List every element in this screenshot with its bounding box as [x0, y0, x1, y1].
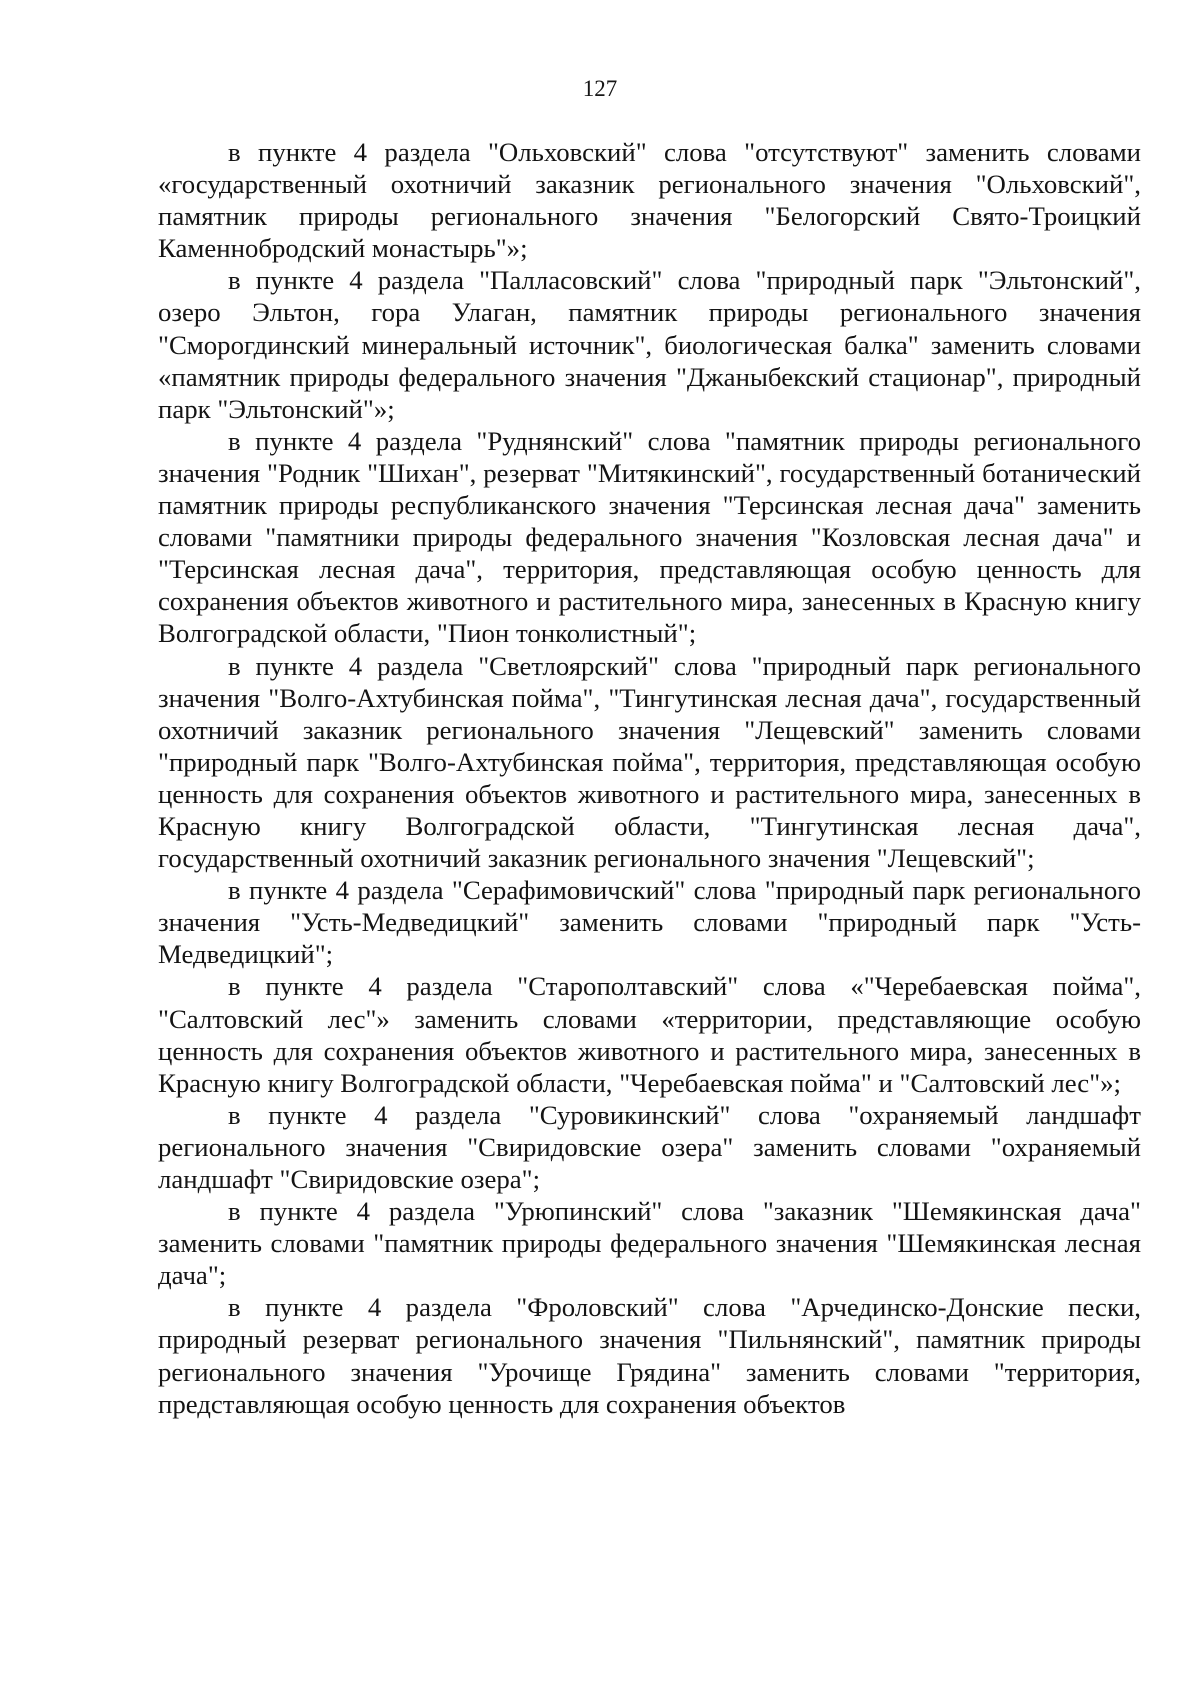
paragraph-uryupinsky: в пункте 4 раздела "Урюпинский" слова "заказник "Шемякинская дача" заменить словами "памятник природы федерального значения "Шемякинская лесная дача"; [158, 1196, 1141, 1291]
paragraph-rudnyansky: в пункте 4 раздела "Руднянский" слова "памятник природы регионального значения "Родник "Шихан", резерват "Митякинский", государственный ботанический памятник природы республиканского значения "Терсинская лесная дача" заменить словами "памятники природы федерального значения "Козловская лесная дача" и "Терсинская лесная дача", территория, представляющая особую ценность для сохранения объектов животного и растительного мира, занесенных в Красную книгу Волгоградской области, "Пион тонколистный"; [158, 425, 1141, 649]
paragraph-surovikinsky: в пункте 4 раздела "Суровикинский" слова "охраняемый ландшафт регионального значения "Свиридовские озера" заменить словами "охраняемый ландшафт "Свиридовские озера"; [158, 1099, 1141, 1194]
page-number: 127 [582, 76, 618, 101]
paragraph-olkhovsky: в пункте 4 раздела "Ольховский" слова "отсутствуют" заменить словами «государственный охотничий заказник регионального значения "Ольховский", памятник природы регионального значения "Белогорский Свято-Троицкий Каменнобродский монастырь"»; [158, 137, 1141, 264]
document-body [158, 136, 1141, 1420]
paragraph-serafimovichsky: в пункте 4 раздела "Серафимовичский" слова "природный парк регионального значения "Усть-Медведицкий" заменить словами "природный парк "Усть-Медведицкий"; [158, 875, 1141, 970]
paragraph-frolovsky: в пункте 4 раздела "Фроловский" слова "Арчединско-Донские пески, природный резерват регионального значения "Пильнянский", памятник природы регионального значения "Урочище Грядина" заменить словами "территория, представляющая особую ценность для сохранения объектов [158, 1292, 1141, 1419]
paragraph-staropoltavsky: в пункте 4 раздела "Старополтавский" слова «"Черебаевская пойма", "Салтовский лес"» заменить словами «территории, представляющие особую ценность для сохранения объектов животного и растительного мира, занесенных в Красную книгу Волгоградской области, "Черебаевская пойма" и "Салтовский лес"»; [158, 971, 1141, 1098]
paragraph-pallasovsky: в пункте 4 раздела "Палласовский" слова "природный парк "Эльтонский", озеро Эльтон, гора Улаган, памятник природы регионального значения "Сморогдинский минеральный источник", биологическая балка" заменить словами «памятник природы федерального значения "Джаныбекский стационар", природный парк "Эльтонский"»; [158, 265, 1141, 424]
paragraph-svetloyarsky: в пункте 4 раздела "Светлоярский" слова "природный парк регионального значения "Волго-Ахтубинская пойма", "Тингутинская лесная дача", государственный охотничий заказник регионального значения "Лещевский" заменить словами "природный парк "Волго-Ахтубинская пойма", территория, представляющая особую ценность для сохранения объектов животного и растительного мира, занесенных в Красную книгу Волгоградской области, "Тингутинская лесная дача", государственный охотничий заказник регионального значения "Лещевский"; [158, 650, 1141, 874]
